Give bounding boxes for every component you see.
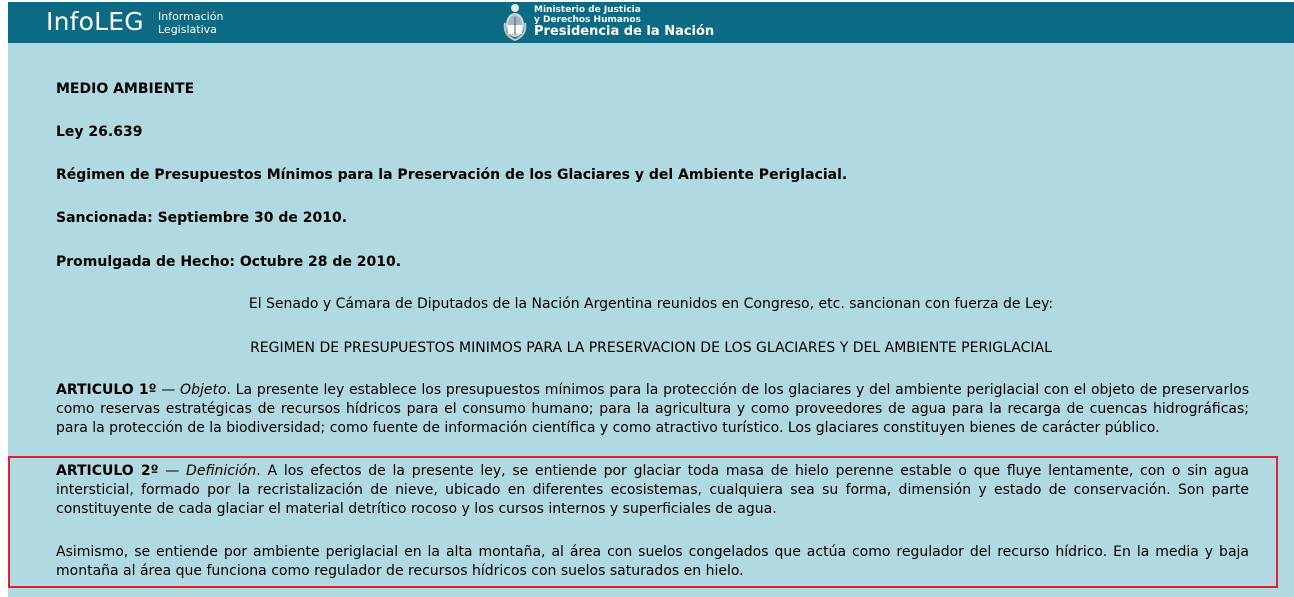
article-2-heading: Definición (186, 463, 257, 479)
article-1-heading: Objeto (180, 382, 227, 398)
infoleg-logo[interactable]: InfoLEG (46, 7, 144, 36)
enactment-clause: El Senado y Cámara de Diputados de la Nación Argentina reunidos en Congreso, etc. sancionan con fuerza de Ley: (248, 296, 1054, 312)
logo-subtitle-line-2: Legislativa (158, 23, 217, 36)
presidencia-label: Presidencia de la Nación (534, 24, 715, 39)
logo-subtitle (158, 10, 223, 36)
promulgada-date: Promulgada de Hecho: Octubre 28 de 2010. (56, 254, 402, 270)
law-number: Ley 26.639 (56, 124, 143, 140)
logo-subtitle-line-1: Información (158, 10, 224, 23)
article-2 (56, 462, 1249, 519)
article-1 (56, 381, 1249, 438)
law-title: Régimen de Presupuestos Mínimos para la Preservación de los Glaciares y del Ambiente Periglacial. (56, 167, 848, 183)
article-2-dash: — (158, 463, 187, 479)
article-2-text: . A los efectos de la presente ley, se entiende por glaciar toda masa de hielo perenne estable o que fluye lentamente, con o sin agua intersticial, formado por la recristalización de nieve, ubicado en diferentes ecosistemas, cualquiera sea su forma, dimensión y estado de conservación. Son parte constituyente de cada glaciar el material detrítico rocoso y los cursos internos y superficiales de agua. (56, 463, 1249, 517)
regimen-heading: REGIMEN DE PRESUPUESTOS MINIMOS PARA LA PRESERVACION DE LOS GLACIARES Y DEL AMBIENTE PERIGLACIAL (250, 340, 1052, 356)
ministry-line-2: y Derechos Humanos (534, 15, 641, 25)
ministry-line-1: Ministerio de Justicia (534, 5, 641, 15)
article-2-paragraph-2: Asimismo, se entiende por ambiente periglacial en la alta montaña, al área con suelos congelados que actúa como regulador del recurso hídrico. En la media y baja montaña al área que funciona como regulador de recursos hídricos con suelos saturados en hielo. (56, 544, 1249, 579)
document-body (8, 43, 1294, 597)
sancionada-date: Sancionada: Septiembre 30 de 2010. (56, 210, 348, 226)
article-1-text: . La presente ley establece los presupuestos mínimos para la protección de los glaciares y del ambiente periglacial con el objeto de preservarlos como reservas estratégicas de recursos hídricos para el consumo humano; para la agricultura y como proveedores de agua para la recarga de cuencas hidrográficas; para la protección de la biodiversidad; como fuente de información científica y como atractivo turístico. Los glaciares constituyen bienes de carácter público. (56, 382, 1249, 436)
article-1-label: ARTICULO 1º (56, 382, 157, 398)
section-heading: MEDIO AMBIENTE (56, 81, 195, 97)
ministry-name (534, 5, 641, 25)
site-header (8, 2, 1294, 43)
article-1-dash: — (156, 382, 181, 398)
article-2-label: ARTICULO 2º (56, 463, 159, 479)
coat-of-arms-icon (503, 3, 527, 41)
